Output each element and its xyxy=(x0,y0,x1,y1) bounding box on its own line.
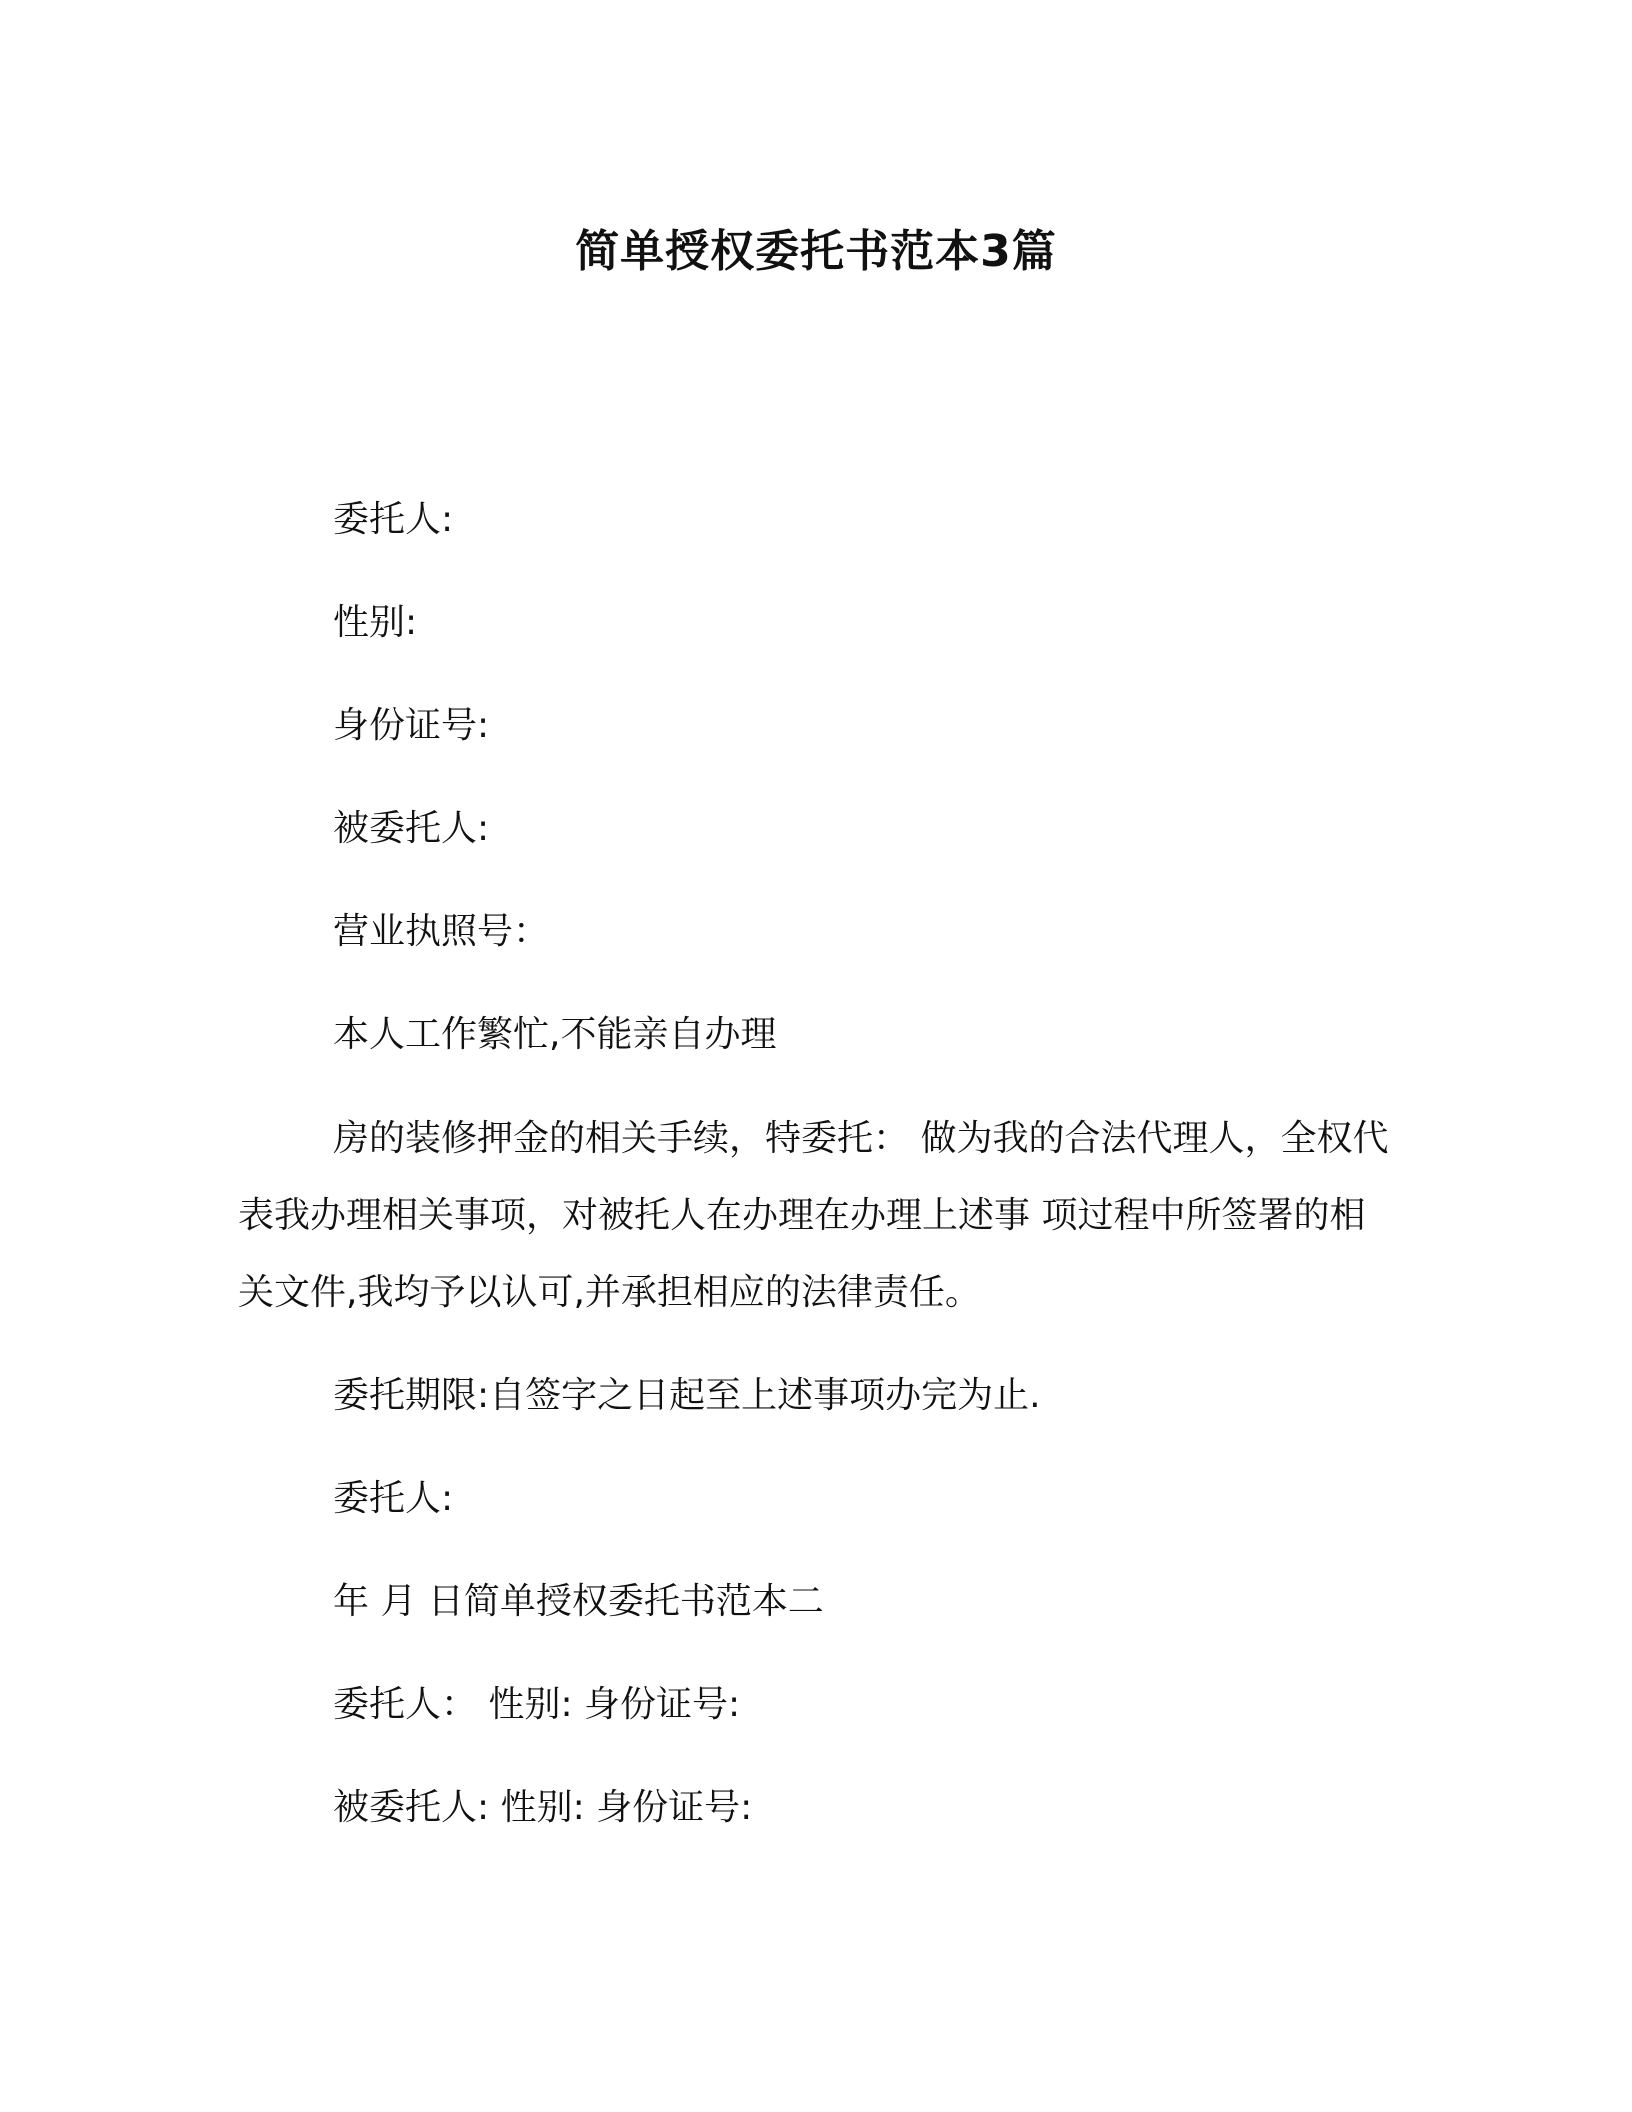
client-label: 委托人: xyxy=(333,499,454,540)
gender-label: 性别: xyxy=(333,602,418,643)
document-title: 简单授权委托书范本3篇 xyxy=(575,226,1057,277)
client-info-line: 委托人： 性别: 身份证号: xyxy=(333,1684,741,1725)
date-and-next-title: 年 月 日简单授权委托书范本二 xyxy=(333,1581,824,1622)
agent-label: 被委托人: xyxy=(333,808,490,849)
reason-line: 本人工作繁忙,不能亲自办理 xyxy=(333,1014,777,1055)
business-license-label: 营业执照号： xyxy=(333,911,550,952)
id-number-label: 身份证号: xyxy=(333,705,490,746)
term-line: 委托期限:自签字之日起至上述事项办完为止. xyxy=(333,1375,1041,1416)
authorization-paragraph: 房的装修押金的相关手续，特委托： 做为我的合法代理人，全权代表我办理相关事项，对被托人在办理在办理上述事 项过程中所签署的相关文件,我均予以认可,并承担相应的法律责任。 xyxy=(238,1118,1389,1313)
signature-client-label: 委托人: xyxy=(333,1478,454,1519)
agent-info-line: 被委托人: 性别: 身份证号: xyxy=(333,1787,753,1828)
